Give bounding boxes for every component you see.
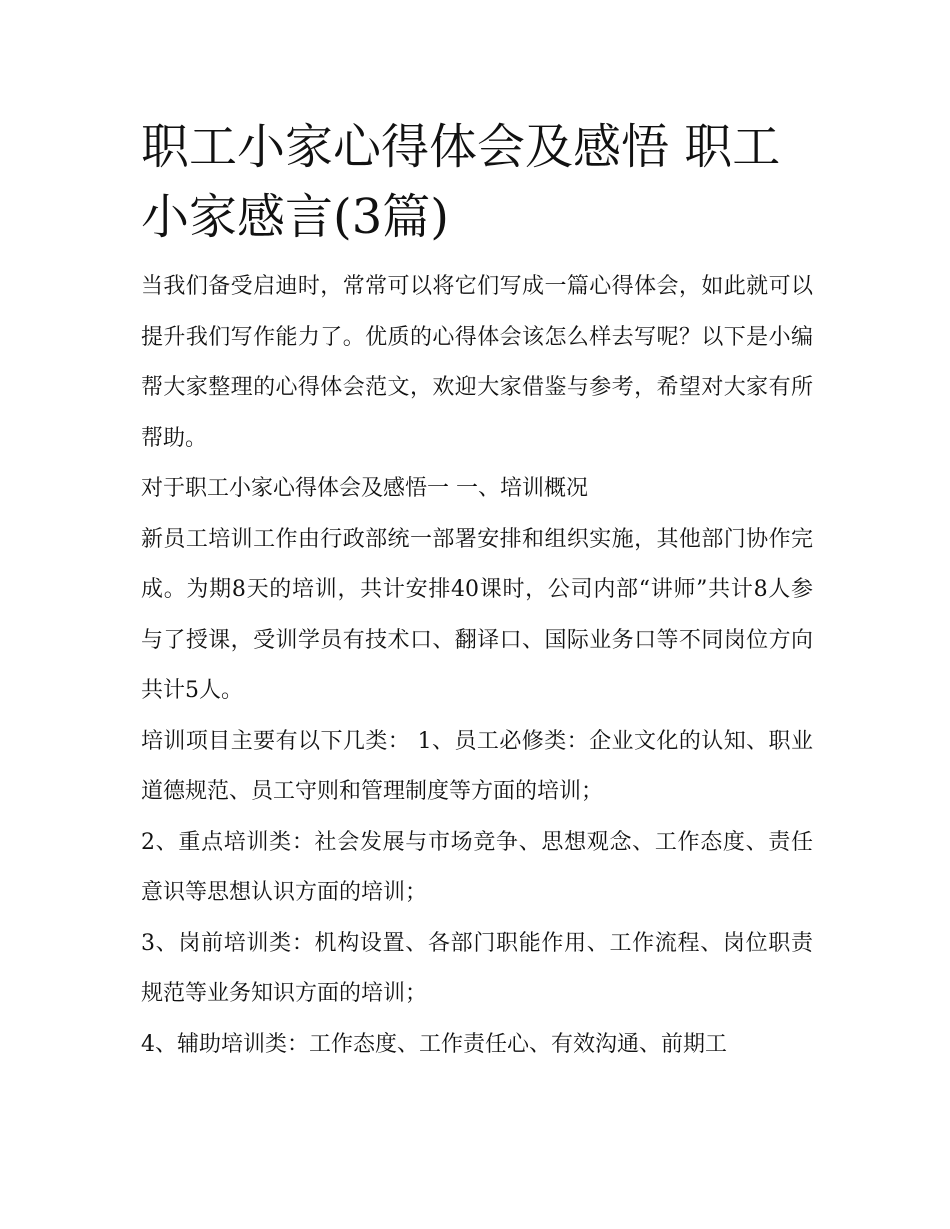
- document-page: [141, 112, 813, 1070]
- paragraph-key-training: 2、重点培训类：社会发展与市场竞争、思想观念、工作态度、责任意识等思想认识方面的培训；: [141, 829, 813, 905]
- paragraph-pre-job-training: 3、岗前培训类：机构设置、各部门职能作用、工作流程、岗位职责规范等业务知识方面的培训；: [141, 930, 813, 1006]
- paragraph-training-items: 培训项目主要有以下几类： 1、员工必修类：企业文化的认知、职业道德规范、员工守则和管理制度等方面的培训；: [141, 728, 813, 804]
- paragraph-auxiliary-training: 4、辅助培训类：工作态度、工作责任心、有效沟通、前期工: [141, 1031, 727, 1057]
- paragraph-intro: 当我们备受启迪时，常常可以将它们写成一篇心得体会，如此就可以提升我们写作能力了。优质的心得体会该怎么样去写呢？以下是小编帮大家整理的心得体会范文，欢迎大家借鉴与参考，希望对大家有所帮助。: [141, 274, 813, 451]
- paragraph-training-overview: 新员工培训工作由行政部统一部署安排和组织实施，其他部门协作完成。为期8天的培训，共计安排40课时，公司内部“讲师”共计8人参与了授课，受训学员有技术口、翻译口、国际业务口等不同岗位方向共计5人。: [141, 526, 813, 703]
- document-title: 职工小家心得体会及感悟 职工小家感言(3篇): [141, 119, 781, 245]
- paragraph-section-heading: 对于职工小家心得体会及感悟一 一、培训概况: [141, 476, 588, 501]
